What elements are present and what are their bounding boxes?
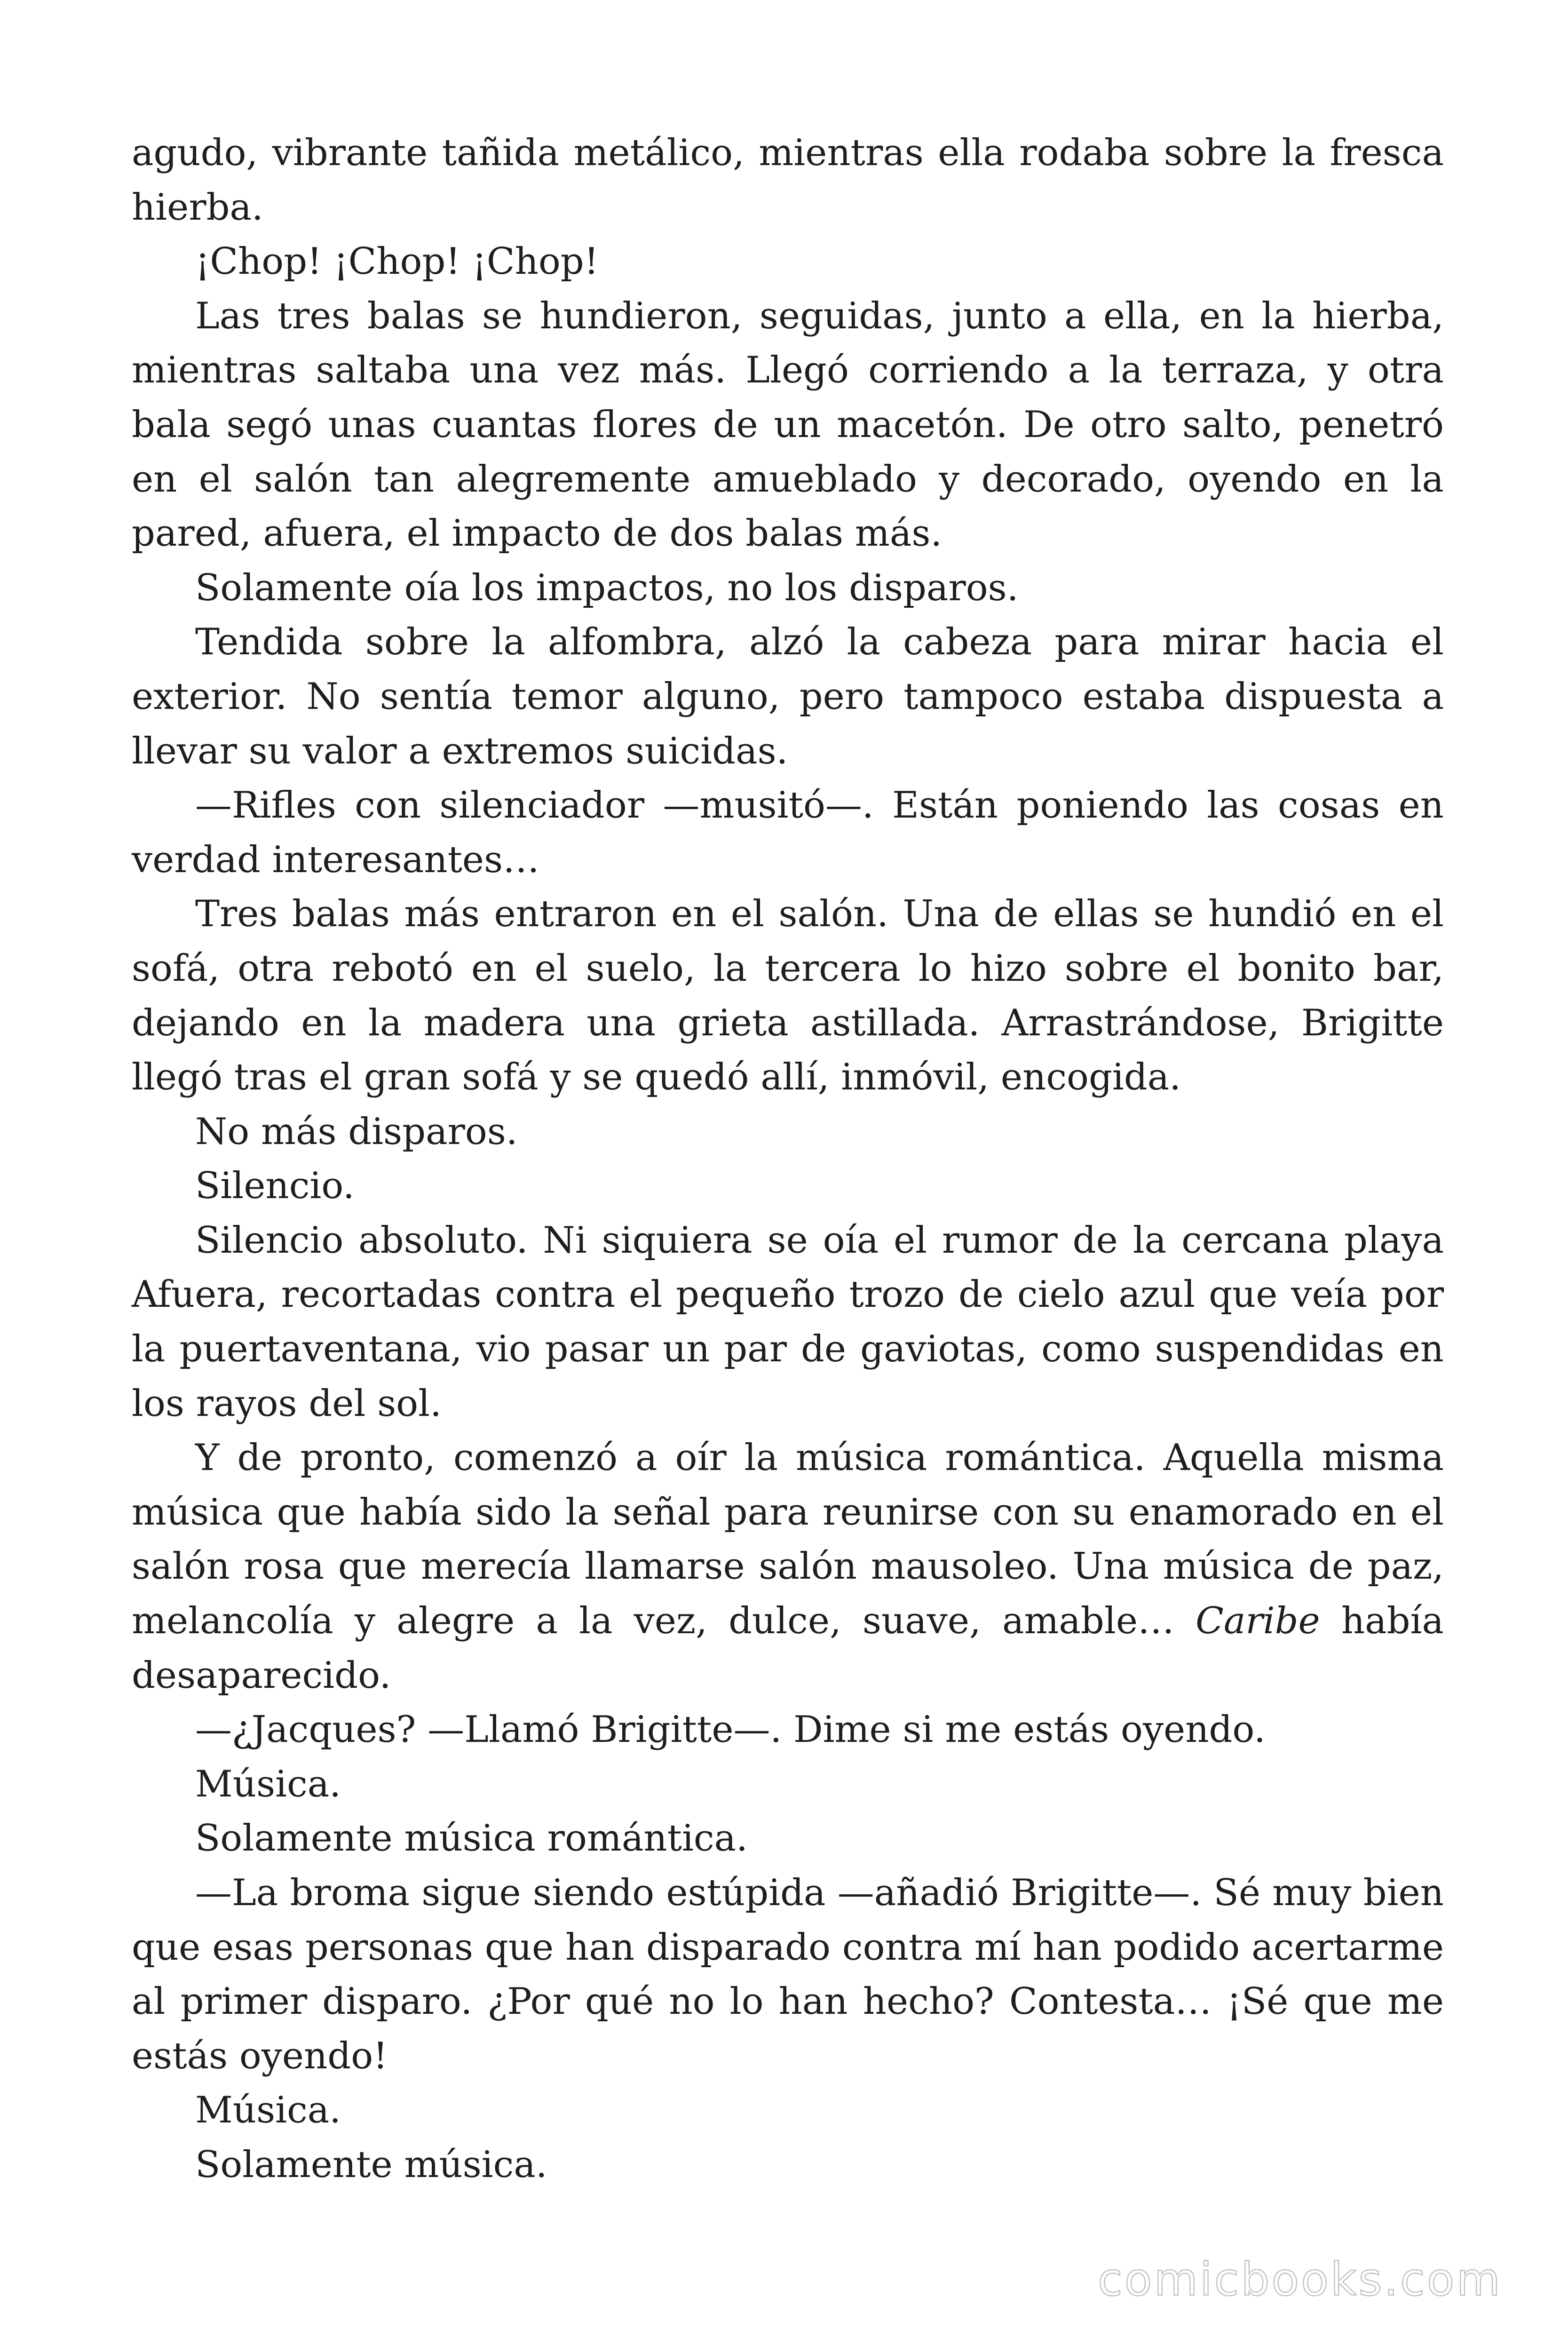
paragraph-10: Silencio absoluto. Ni siquiera se oía el rumor de la cercana playa Afuera, recortadas contra el pequeño trozo de cielo azul que veía por la puertaventana, vio pasar un par de gaviotas, como suspendidas en los rayos del sol. — [132, 1219, 1444, 1425]
paragraph-2: ¡Chop! ¡Chop! ¡Chop! — [195, 240, 599, 283]
paragraph-9: Silencio. — [195, 1165, 355, 1208]
paragraph-12: —¿Jacques? —Llamó Brigitte—. Dime si me estás oyendo. — [195, 1708, 1266, 1751]
watermark-logo: comicbooks.com — [1097, 2253, 1502, 2306]
paragraph-13: Música. — [195, 1763, 341, 1805]
paragraph-11-text: Y de pronto, comenzó a oír la música romántica. Aquella misma música que había sido la señal para reunirse con su enamorado en el salón rosa que merecía llamarse salón mausoleo. Una música de paz, melancolía y alegre a la vez, dulce, suave, amable… — [132, 1437, 1444, 1643]
page-body-text — [132, 126, 1444, 2193]
paragraph-1: agudo, vibrante tañida metálico, mientras ella rodaba sobre la fresca hierba. — [132, 132, 1444, 229]
paragraph-5: Tendida sobre la alfombra, alzó la cabeza para mirar hacia el exterior. No sentía temor alguno, pero tampoco estaba dispuesta a llevar su valor a extremos suicidas. — [132, 621, 1444, 772]
paragraph-15: —La broma sigue siendo estúpida —añadió Brigitte—. Sé muy bien que esas personas que han disparado contra mí han podido acertarme al primer disparo. ¿Por qué no lo han hecho? Contesta… ¡Sé que me estás oyendo! — [132, 1872, 1444, 2077]
paragraph-3: Las tres balas se hundieron, seguidas, junto a ella, en la hierba, mientras saltaba una vez más. Llegó corriendo a la terraza, y otra bala segó unas cuantas flores de un macetón. De otro salto, penetró en el salón tan alegremente amueblado y decorado, oyendo en la pared, afuera, el impacto de dos balas más. — [132, 294, 1444, 555]
paragraph-17: Solamente música. — [195, 2143, 547, 2186]
paragraph-7: Tres balas más entraron en el salón. Una de ellas se hundió en el sofá, otra rebotó en el suelo, la tercera lo hizo sobre el bonito bar, dejando en la madera una grieta astillada. Arrastrándose, Brigitte llegó tras el gran sofá y se quedó allí, inmóvil, encogida. — [132, 893, 1444, 1099]
paragraph-11 — [132, 1431, 1444, 1703]
paragraph-8: No más disparos. — [195, 1110, 518, 1153]
paragraph-14: Solamente música romántica. — [195, 1817, 748, 1860]
paragraph-4: Solamente oía los impactos, no los disparos. — [195, 566, 1019, 609]
paragraph-6: —Rifles con silenciador —musitó—. Están poniendo las cosas en verdad interesantes… — [132, 784, 1444, 881]
italic-word: Caribe — [1196, 1600, 1320, 1643]
book-page — [132, 0, 1444, 2352]
paragraph-16: Música. — [195, 2089, 341, 2132]
paragraph-11-end: había desaparecido. — [132, 1600, 1444, 1697]
